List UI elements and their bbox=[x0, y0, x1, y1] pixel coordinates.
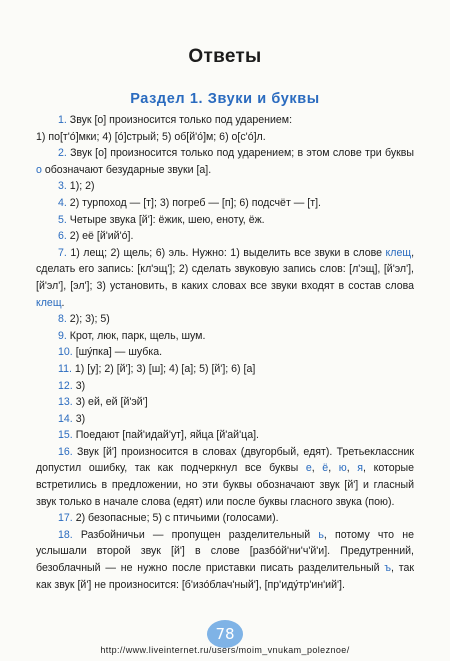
answer-2: 2. Звук [о] произносится только под ударением; в этом слове три буквы о обозначают безударные звуки [а]. bbox=[36, 147, 414, 176]
answer-18: 18. Разбойничьи — пропущен разделительный ь, потому что не услышали второй звук [й'] в слове [разбо́й'ни'ч'й'и]. Предутренний, безоблачный — не нужно после приставки писать разделительный ъ, так как звук [й'] не произносится: [б'изо́блач'ный'], [пр'иду́тр'ин'ий']. bbox=[36, 528, 415, 591]
answer-1-cont: 1) по[т'о́]мки; 4) [о́]стрый; 5) об[й'о́]м; 6) о[с'о́]л. bbox=[36, 130, 266, 143]
answer-8: 8. 2); 3); 5) bbox=[58, 313, 110, 326]
answer-12: 12. 3) bbox=[58, 379, 86, 392]
answer-4: 4. 2) турпоход — [т]; 3) погреб — [п]; 6) подсчёт — [т]. bbox=[58, 196, 321, 209]
answer-16: 16. Звук [й'] произносится в словах (двугорбый, едят). Третьеклассник допустил ошибку, так как подчеркнул все буквы е, ё, ю, я, которые встретились в предложении, но эти буквы обозначают звук [й'] и гласный звук только в начале слова (едят) или после буквы гласного звука (пою). bbox=[36, 445, 415, 508]
answer-7: 7. 1) лещ; 2) щель; 6) эль. Нужно: 1) выделить все звуки в слове клещ, сделать его запись: [кл'эщ']; 2) сделать звуковую запись слов: [л'эщ], [й'эл'], [й'эл'], [эл']; 3) установить, в каких словах все звуки входят в состав слова клещ. bbox=[36, 246, 415, 309]
answer-3: 3. 1); 2) bbox=[58, 180, 95, 193]
page-title: Ответы bbox=[188, 46, 262, 67]
answer-13: 13. 3) ей, ей [й'эй'] bbox=[58, 396, 148, 409]
page-number: 78 bbox=[207, 620, 243, 648]
answer-1: 1. Звук [о] произносится только под ударением: bbox=[58, 114, 293, 126]
source-url: http://www.liveinternet.ru/users/moim_vnukam_poleznoe/ bbox=[100, 645, 350, 655]
answer-6: 6. 2) её [й'ий'о́]. bbox=[58, 230, 134, 243]
answer-17: 17. 2) безопасные; 5) с птичьими (голосами). bbox=[58, 512, 279, 525]
answer-10: 10. [шу́пка] — шубка. bbox=[58, 346, 163, 359]
answer-11: 11. 1) [у]; 2) [й']; 3) [ш]; 4) [а]; 5) [й']; 6) [а] bbox=[58, 362, 256, 375]
answer-5: 5. Четыре звука [й']: ёжик, шею, еноту, ёж. bbox=[58, 213, 265, 226]
answers-body bbox=[36, 112, 414, 593]
section-heading: Раздел 1. Звуки и буквы bbox=[130, 91, 320, 107]
answer-14: 14. 3) bbox=[58, 412, 86, 425]
answer-15: 15. Поедают [пай'идай'ут], яйца [й'ай'ца]. bbox=[58, 429, 259, 442]
answer-9: 9. Крот, люк, парк, щель, шум. bbox=[58, 329, 206, 342]
